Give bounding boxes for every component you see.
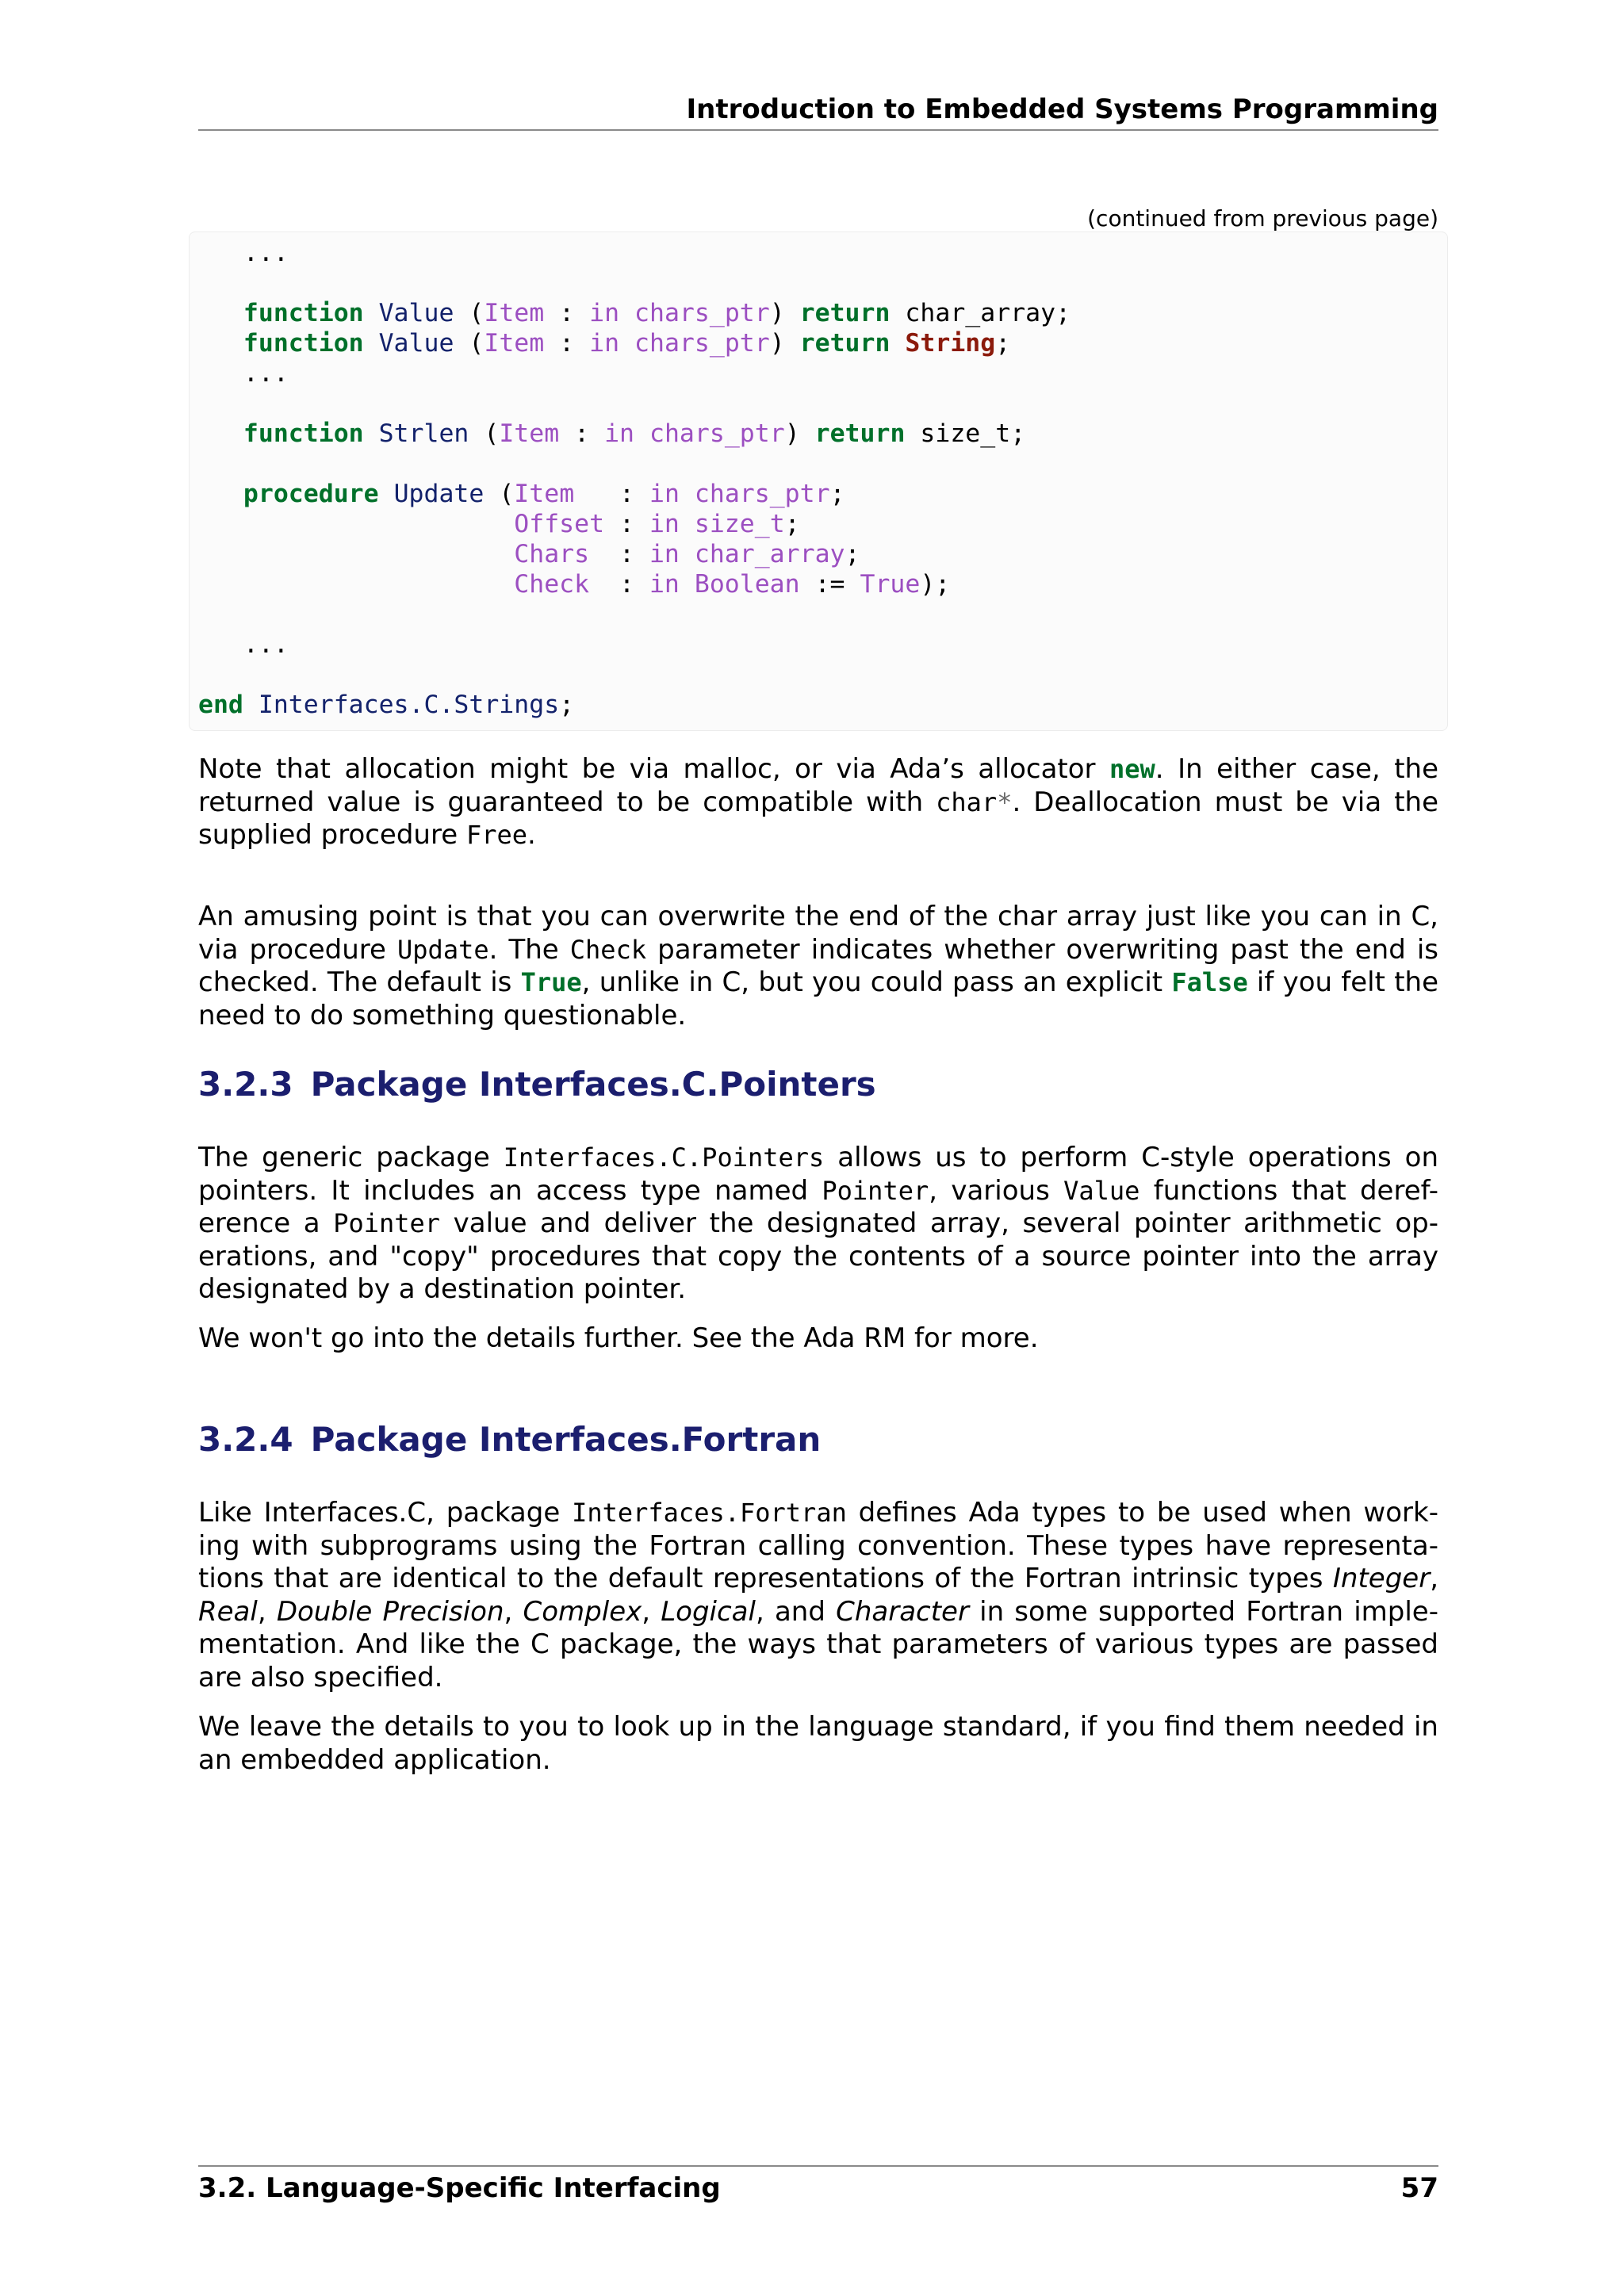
paragraph-pointers: The generic package Interfaces.C.Pointers allows us to perform C-style operations on pointers. It includes an access type named Pointer, various Value functions that deref- erence a Pointer value and deliver the designated array, several pointer arithmetic op- erations, and "copy" procedures that copy the contents of a source pointer into the array designated by a destination pointer. [198,1142,1439,1305]
section-heading-fortran: 3.2.4 Package Interfaces.Fortran [198,1420,822,1459]
page-number: 57 [1400,2172,1438,2204]
header-rule [198,129,1438,131]
paragraph-ada-rm: We won't go into the details further. See the Ada RM for more. [198,1322,1039,1354]
section-heading-pointers: 3.2.3 Package Interfaces.C.Pointers [198,1065,876,1104]
footer-section-title: 3.2. Language-Specific Interfacing [198,2172,721,2204]
code-block: ... function Value (Item : in chars_ptr) return char_array; function Value (Item : in chars_ptr) return String; ... function Strlen (Item : in chars_ptr) return size_t; procedure Update (Item : in chars_ptr; Offset : in size_t; Chars : in char_array; Check : in Boolean := True); ... end Interfaces.C.Strings; [198,239,1071,719]
paragraph-allocation: Note that allocation might be via malloc, or via Ada’s allocator new. In either case, the returned value is guaranteed to be compatible with char*. Deallocation must be via the supplied procedure Free. [198,753,1438,851]
paragraph-update: An amusing point is that you can overwrite the end of the char array just like you can in C, via procedure Update. The Check parameter indicates whether overwriting past the end is checked. The default is True, unlike in C, but you could pass an explicit False if you felt the need to do something questionable. [198,901,1438,1031]
paragraph-fortran: Like Interfaces.C, package Interfaces.Fortran defines Ada types to be used when work- ing with subprograms using the Fortran calling convention. These types have representa- tions that are identical to the default representations of the Fortran intrinsic types Integer, Real, Double Precision, Complex, Logical, and Character in some supported Fortran imple- mentation. And like the C package, the ways that parameters of various types are passed are also specified. [198,1497,1438,1693]
running-header-title: Introduction to Embedded Systems Programming [686,94,1438,125]
continued-label: (continued from previous page) [1087,205,1438,232]
footer-rule [198,2165,1438,2167]
paragraph-language-standard: We leave the details to you to look up in the language standard, if you find them needed in an embedded application. [198,1711,1438,1776]
